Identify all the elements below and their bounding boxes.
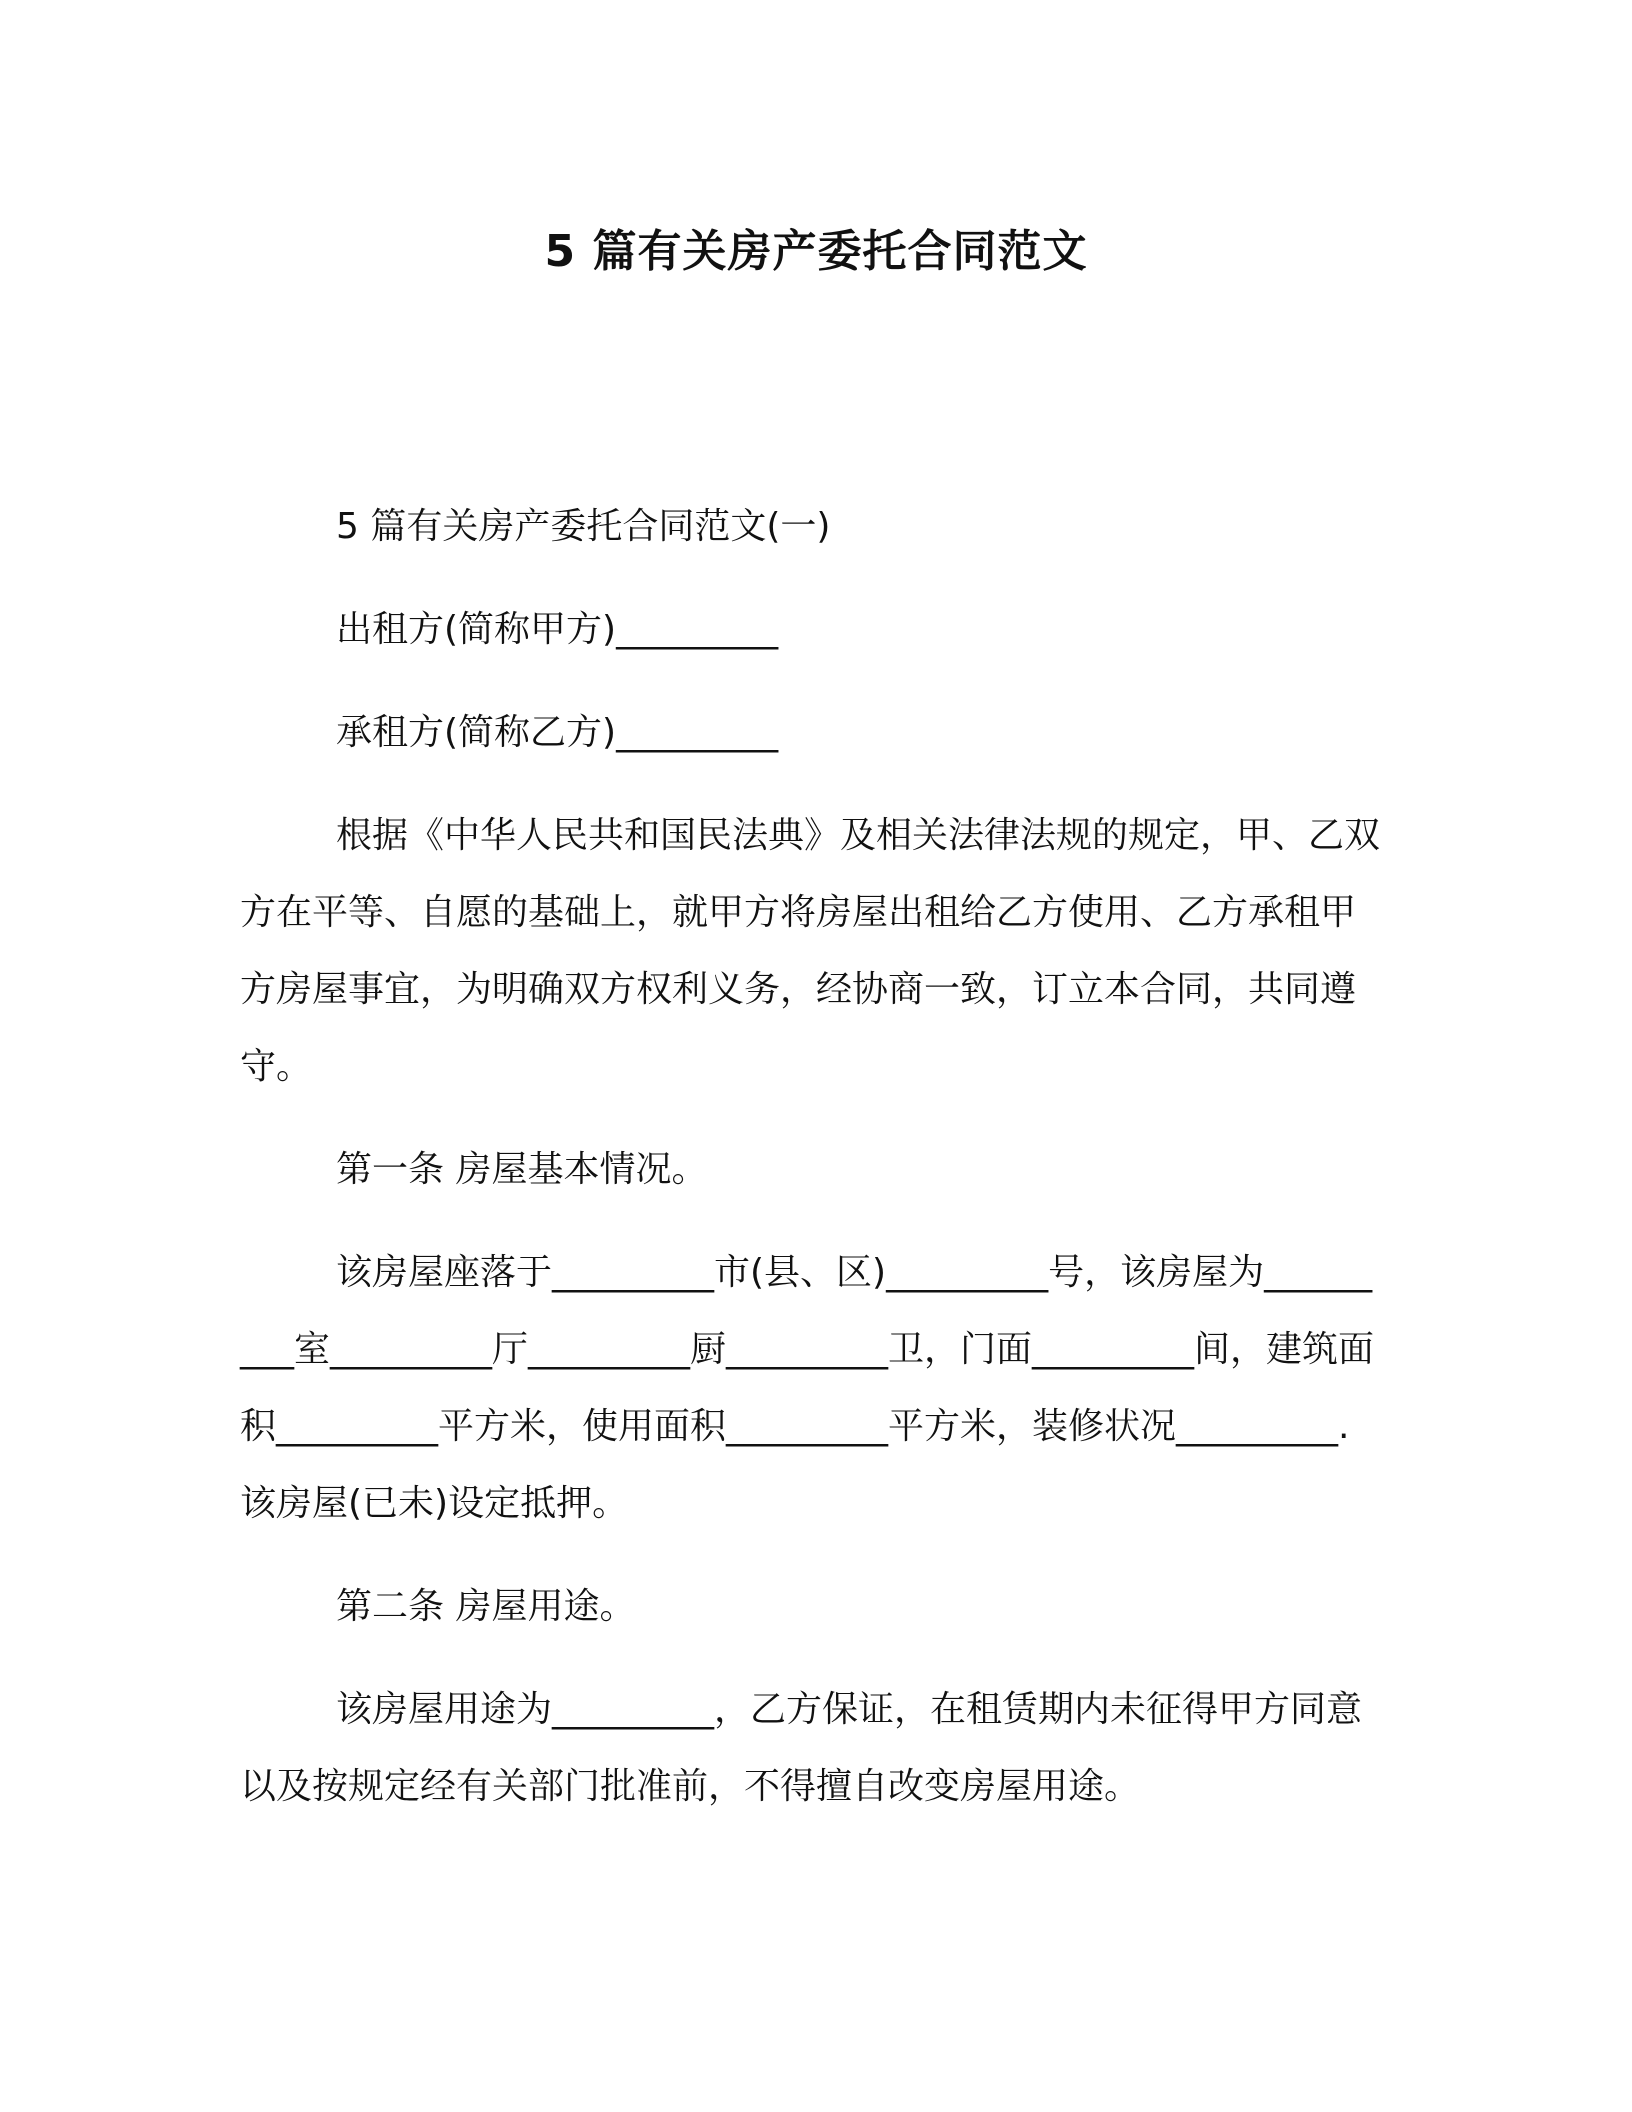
section-heading: 5 篇有关房产委托合同范文(一) bbox=[336, 506, 831, 547]
lessor-line: 出租方(简称甲方)_________ bbox=[336, 609, 779, 650]
article-1-body: 该房屋座落于_________市(县、区)_________号，该房屋为_________室_________厅_________厨_________卫，门面_________间，建筑面积_________平方米，使用面积_________平方米，装修状况_________.该房屋(已未)设定抵押。 bbox=[240, 1252, 1375, 1524]
article-2-heading: 第二条 房屋用途。 bbox=[336, 1586, 636, 1627]
lessee-line: 承租方(简称乙方)_________ bbox=[336, 712, 779, 753]
article-1-heading: 第一条 房屋基本情况。 bbox=[336, 1149, 708, 1190]
document-title: 5 篇有关房产委托合同范文 bbox=[544, 226, 1088, 277]
preamble-paragraph: 根据《中华人民共和国民法典》及相关法律法规的规定，甲、乙双方在平等、自愿的基础上，就甲方将房屋出租给乙方使用、乙方承租甲方房屋事宜，为明确双方权利义务，经协商一致，订立本合同，共同遵守。 bbox=[240, 815, 1381, 1087]
document-body bbox=[240, 488, 1380, 1825]
article-2-body: 该房屋用途为_________，乙方保证，在租赁期内未征得甲方同意以及按规定经有关部门批准前，不得擅自改变房屋用途。 bbox=[240, 1689, 1363, 1807]
